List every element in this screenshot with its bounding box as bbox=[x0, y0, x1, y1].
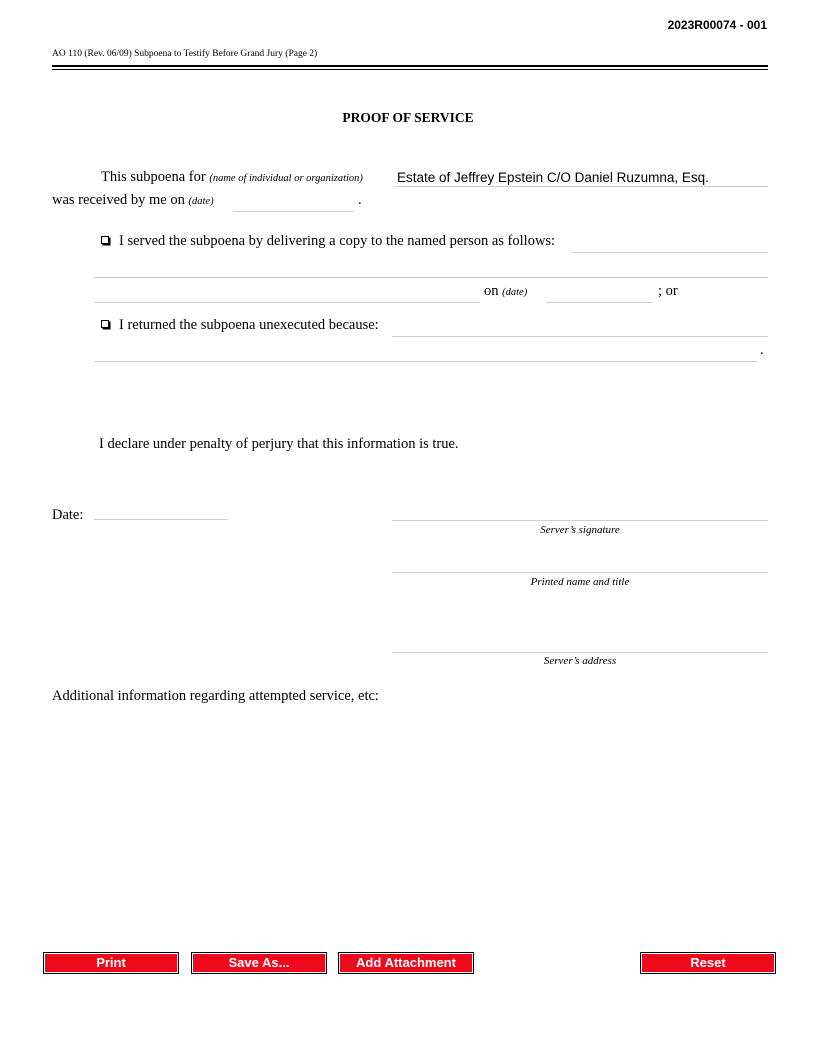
served-option-text: I served the subpoena by delivering a copy to the named person as follows: bbox=[119, 233, 556, 249]
subpoena-for-label bbox=[101, 169, 363, 186]
add-attachment-button[interactable]: Add Attachment bbox=[338, 952, 474, 974]
served-on-label bbox=[484, 283, 527, 300]
server-address-line[interactable] bbox=[392, 652, 768, 653]
served-date-hint: (date) bbox=[502, 287, 528, 298]
received-prefix: was received by me on bbox=[52, 192, 185, 208]
printed-name-caption: Printed name and title bbox=[530, 576, 630, 588]
server-signature-line[interactable] bbox=[392, 520, 768, 521]
served-details-input-1[interactable] bbox=[572, 234, 768, 253]
additional-info-label: Additional information regarding attempted service, etc: bbox=[52, 688, 379, 704]
declaration-text: I declare under penalty of perjury that this information is true. bbox=[99, 436, 459, 452]
received-date-hint: (date) bbox=[188, 196, 214, 207]
printed-name-line[interactable] bbox=[392, 572, 768, 573]
subpoena-for-input[interactable] bbox=[395, 168, 768, 187]
served-date-input[interactable] bbox=[546, 284, 652, 303]
server-address-caption: Server’s address bbox=[543, 655, 617, 667]
served-option bbox=[101, 233, 555, 250]
returned-reason-input-1[interactable] bbox=[392, 318, 768, 337]
save-as-button[interactable]: Save As... bbox=[191, 952, 327, 974]
received-label bbox=[52, 192, 214, 209]
returned-period: . bbox=[760, 342, 764, 358]
returned-reason-input-2[interactable] bbox=[94, 343, 757, 362]
header-rule-thin bbox=[52, 69, 768, 70]
date-label: Date: bbox=[52, 507, 84, 523]
returned-checkbox[interactable] bbox=[101, 320, 109, 328]
served-details-input-3[interactable] bbox=[94, 284, 480, 303]
subpoena-for-hint: (name of individual or organization) bbox=[209, 173, 363, 184]
received-date-input[interactable] bbox=[233, 193, 354, 212]
subpoena-for-prefix: This subpoena for bbox=[101, 169, 206, 185]
served-on-word: on bbox=[484, 283, 499, 299]
served-checkbox[interactable] bbox=[101, 236, 109, 244]
section-title: PROOF OF SERVICE bbox=[342, 110, 474, 125]
server-signature-caption: Server’s signature bbox=[540, 524, 620, 536]
declaration-date-input[interactable] bbox=[94, 501, 228, 520]
print-button[interactable]: Print bbox=[43, 952, 179, 974]
returned-option-text: I returned the subpoena unexecuted because: bbox=[119, 317, 379, 333]
form-identifier: AO 110 (Rev. 06/09) Subpoena to Testify Before Grand Jury (Page 2) bbox=[52, 49, 318, 59]
served-details-input-2[interactable] bbox=[94, 259, 768, 278]
reset-button[interactable]: Reset bbox=[640, 952, 776, 974]
returned-option bbox=[101, 317, 379, 334]
header-rule-thick bbox=[52, 65, 768, 67]
served-or-suffix: ; or bbox=[658, 283, 678, 299]
case-number: 2023R00074 - 001 bbox=[667, 18, 767, 32]
received-period: . bbox=[358, 192, 362, 208]
